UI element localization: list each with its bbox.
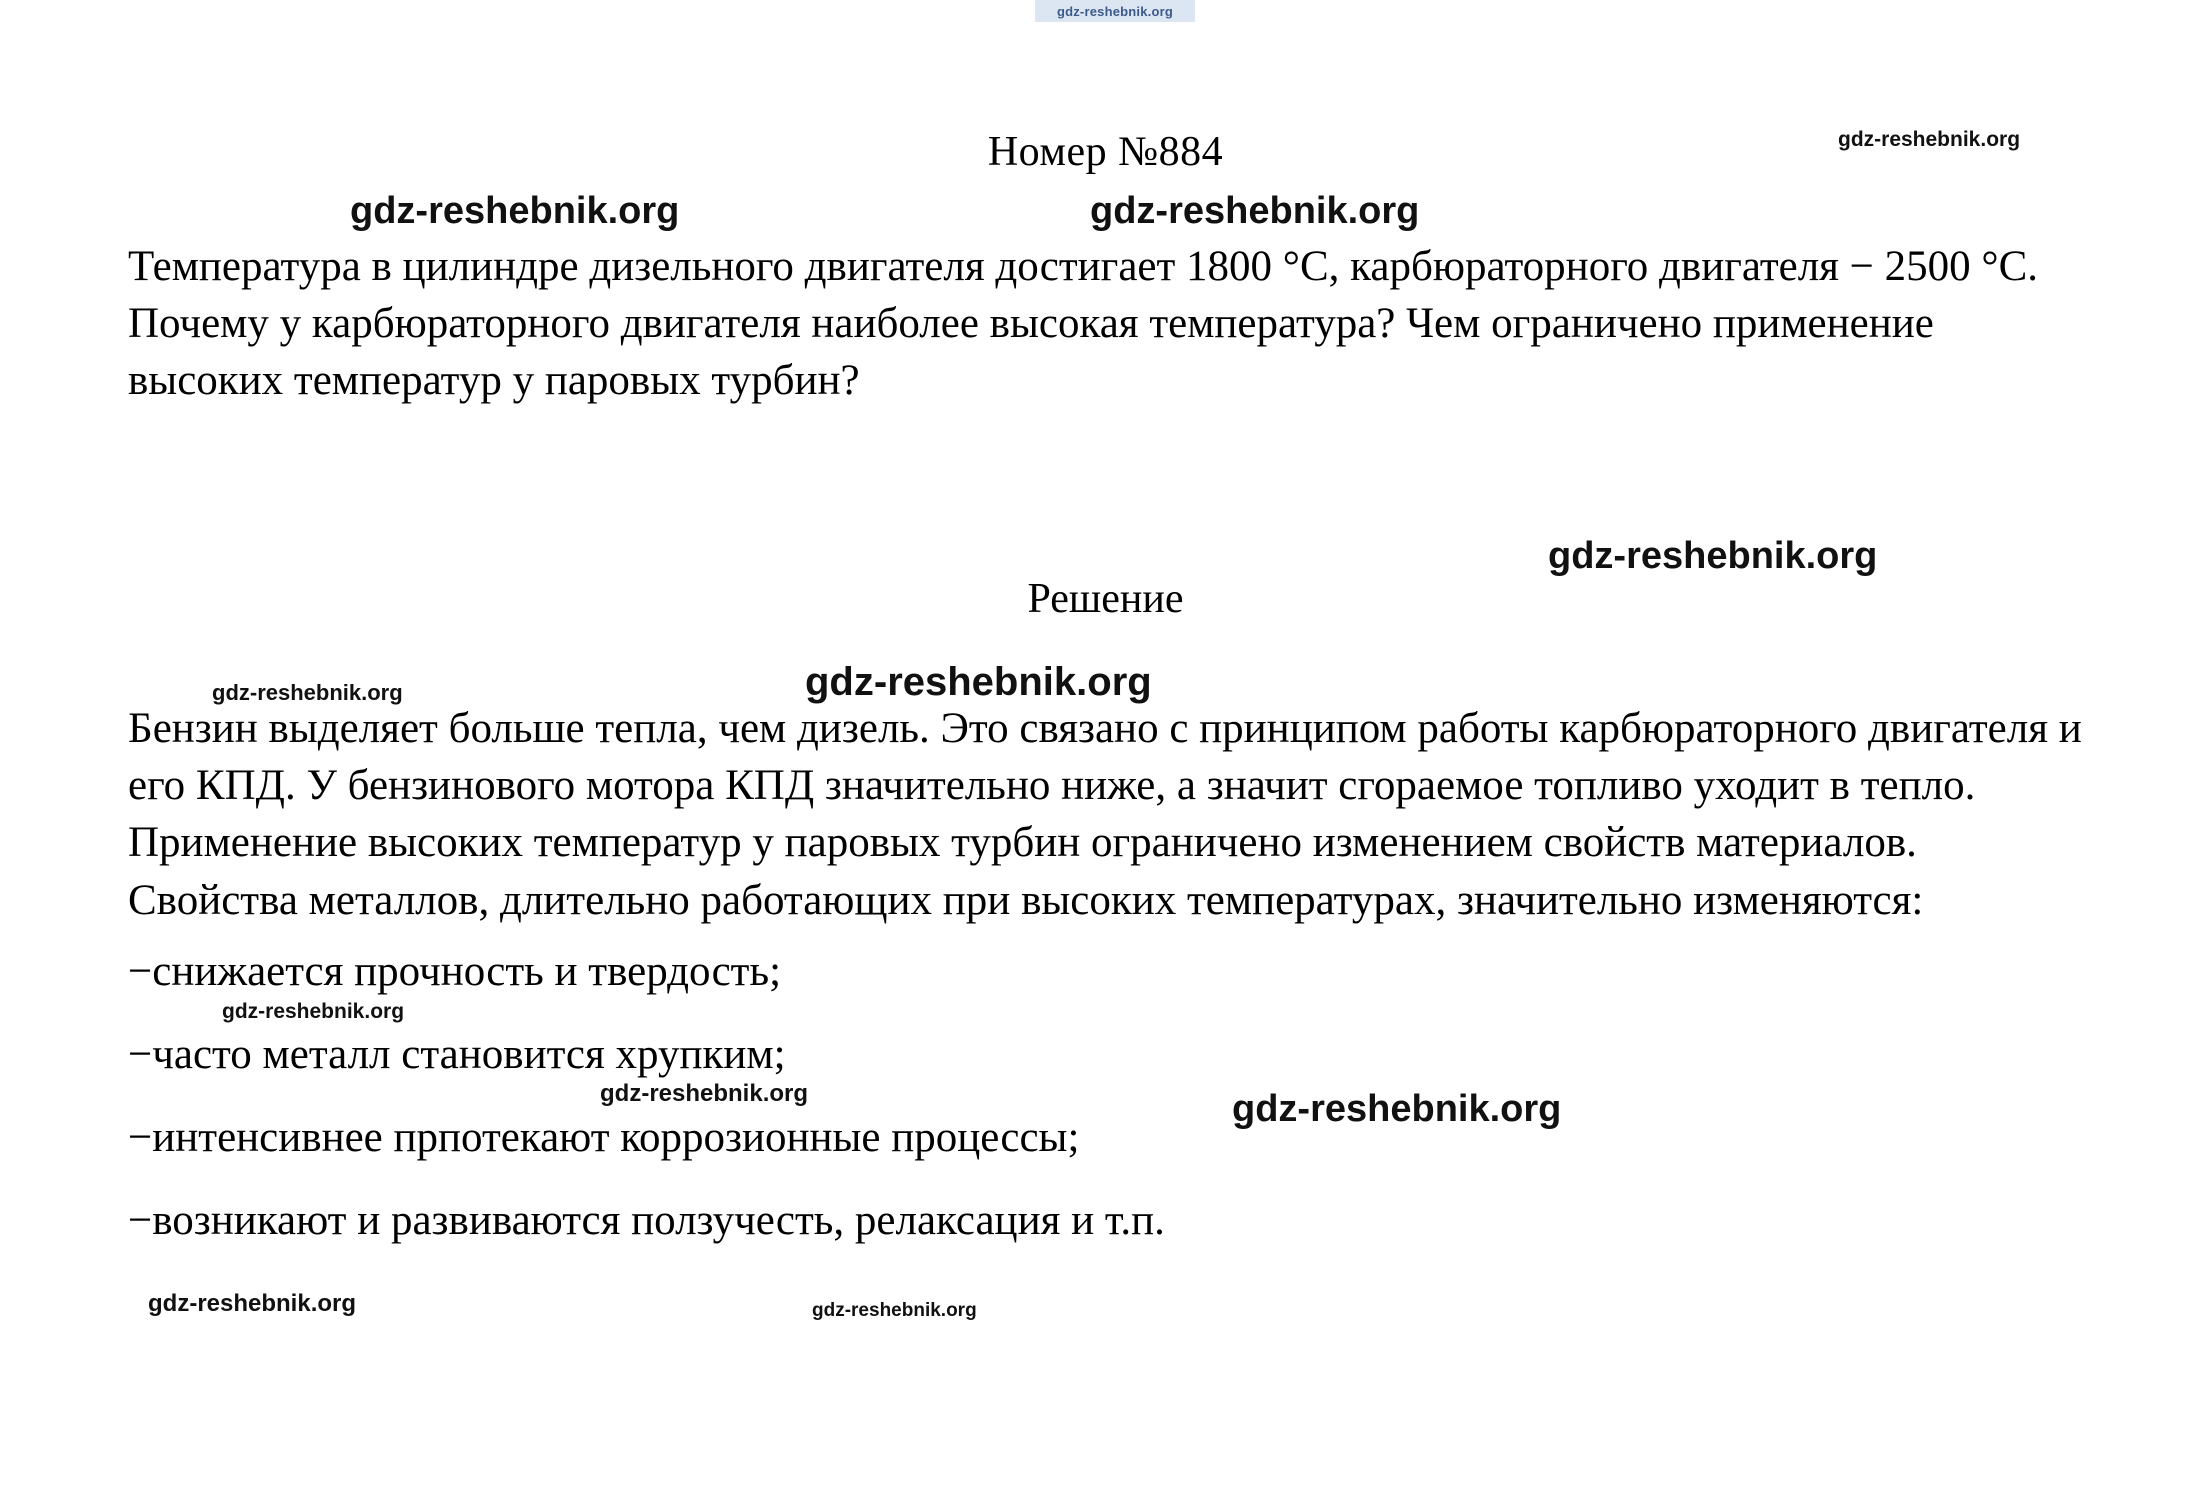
watermark: gdz-reshebnik.org xyxy=(222,1000,405,1023)
watermark: gdz-reshebnik.org xyxy=(212,680,403,705)
watermark: gdz-reshebnik.org xyxy=(1838,128,2021,151)
solution-body xyxy=(128,700,2088,1276)
solution-paragraph: Применение высоких температур у паровых турбин ограничено изменением свойств материалов. Свойства металлов, длительно работающих при высоких температурах, значительно изменяются: xyxy=(128,819,1924,924)
watermark: gdz-reshebnik.org xyxy=(1548,535,1878,577)
solution-paragraph: Бензин выделяет больше тепла, чем дизель. Это связано с принципом работы карбюраторного двигателя и его КПД. У бензинового мотора КПД значительно ниже, а значит сгораемое топливо уходит в тепло. xyxy=(128,705,2082,810)
watermark: gdz-reshebnik.org xyxy=(600,1080,809,1107)
watermark: gdz-reshebnik.org xyxy=(148,1290,357,1317)
watermark: gdz-reshebnik.org xyxy=(805,660,1152,704)
watermark: gdz-reshebnik.org xyxy=(350,190,680,232)
watermark: gdz-reshebnik.org xyxy=(1090,190,1420,232)
watermark: gdz-reshebnik.org xyxy=(1232,1088,1562,1130)
list-item: −возникают и развиваются ползучесть, релаксация и т.п. xyxy=(128,1197,1165,1245)
list-item: −часто металл становится хрупким; xyxy=(128,1030,786,1078)
list-item: −снижается прочность и твердость; xyxy=(128,947,782,995)
watermark-banner xyxy=(1035,0,1195,22)
problem-statement: Температура в цилиндре дизельного двигателя достигает 1800 °C, карбюраторного двигателя − 2500 °C. Почему у карбюраторного двигателя наиболее высокая температура? Чем ограничено применение высоких температур у паровых турбин? xyxy=(128,243,2039,405)
solution-heading: Решение xyxy=(1027,576,1184,622)
watermark-banner-text: gdz-reshebnik.org xyxy=(1056,3,1174,19)
list-item: −интенсивнее прпотекают коррозионные процессы; xyxy=(128,1114,1080,1162)
page-title: Номер №884 xyxy=(987,129,1224,175)
solution-bullet-list xyxy=(128,943,2088,1250)
watermark: gdz-reshebnik.org xyxy=(812,1300,977,1321)
